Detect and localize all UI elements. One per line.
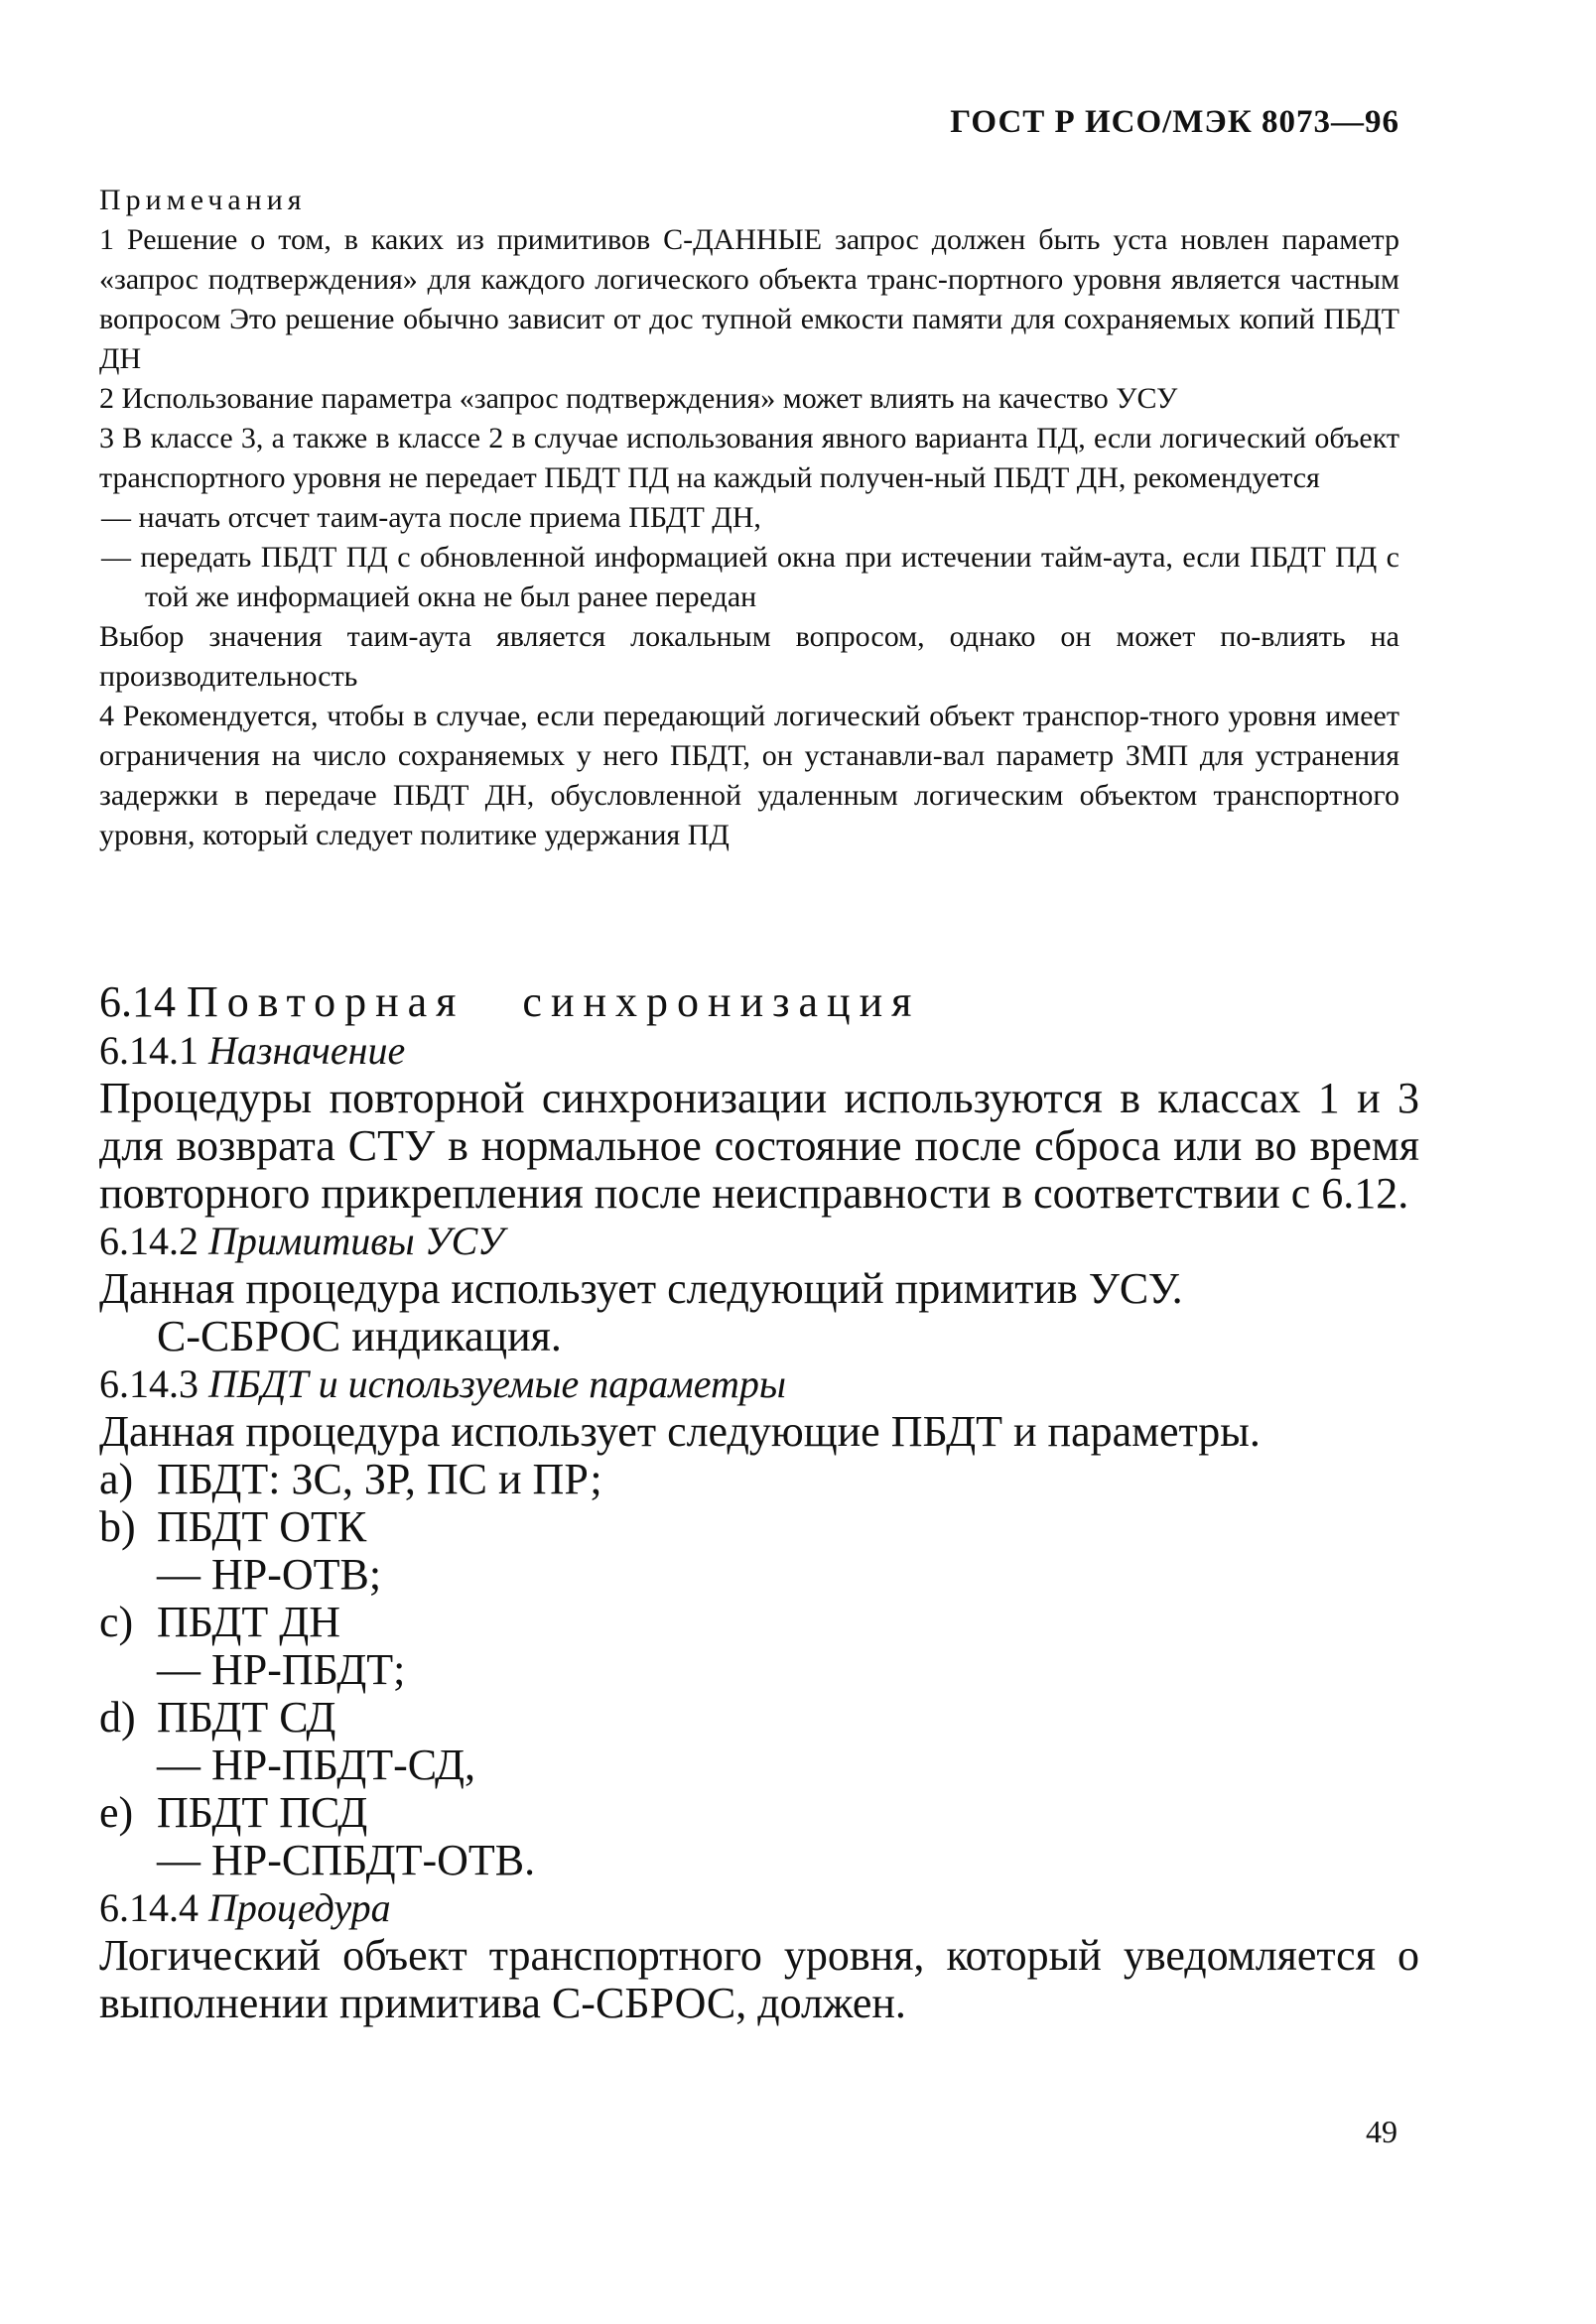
list-item-label: b) (99, 1502, 136, 1551)
list-item-a (99, 1456, 1419, 1503)
list-item-d-sub: — НР-ПБДТ-СД, (157, 1741, 475, 1789)
list-item-text: ПБДТ: ЗС, ЗР, ПС и ПР; (157, 1455, 602, 1503)
list-item-d (99, 1694, 1419, 1742)
subsection-title: Назначение (208, 1028, 406, 1073)
section-number: 6.14 (99, 977, 176, 1026)
list-item-c-sub: — НР-ПБДТ; (157, 1645, 406, 1694)
subsection-6-14-2-item: С-СБРОС индикация. (157, 1312, 562, 1360)
subsection-6-14-4-text: Логический объект транспортного уровня, который уведомляется о выполнении примитива С-СБРОС, должен. (99, 1931, 1419, 2027)
subsection-6-14-3-text: Данная процедура использует следующие ПБДТ и параметры. (99, 1407, 1261, 1456)
list-item-label: a) (99, 1455, 134, 1503)
list-item-text: ПБДТ ОТК (157, 1502, 367, 1551)
subsection-6-14-1-heading (99, 1027, 1419, 1075)
list-item-e-sub: — НР-СПБДТ-ОТВ. (157, 1836, 536, 1884)
subsection-number: 6.14.1 (99, 1028, 199, 1073)
notes-title: Примечания (99, 184, 307, 216)
list-item-label: e) (99, 1788, 134, 1837)
note-3-dash-2: — передать ПБДТ ПД с обновленной информацией окна при истечении тайм-аута, если ПБДТ ПД с той же информацией окна не был ранее передан (101, 541, 1399, 613)
subsection-number: 6.14.4 (99, 1885, 199, 1930)
subsection-6-14-3-heading (99, 1360, 1419, 1408)
subsection-6-14-2-text: Данная процедура использует следующий примитив УСУ. (99, 1264, 1183, 1313)
list-item-text: ПБДТ ДН (157, 1598, 341, 1646)
subsection-6-14-4-heading (99, 1884, 1419, 1932)
note-1: 1 Решение о том, в каких из примитивов С-ДАННЫЕ запрос должен быть уста новлен параметр «запрос подтверждения» для каждого логического объекта транс-портного уровня является частным вопросом Это решение обычно зависит от дос тупной емкости памяти для сохраняемых копий ПБДТ ДН (99, 223, 1399, 375)
list-item-e (99, 1789, 1419, 1837)
subsection-title: Примитивы УСУ (208, 1219, 504, 1263)
list-item-text: ПБДТ СД (157, 1693, 336, 1742)
notes-block (99, 181, 1399, 855)
section-6-14 (99, 977, 1419, 2027)
document-code-header: ГОСТ Р ИСО/МЭК 8073—96 (950, 104, 1399, 140)
list-item-c (99, 1599, 1419, 1646)
page-number: 49 (1366, 2114, 1397, 2149)
list-item-text: ПБДТ ПСД (157, 1788, 368, 1837)
list-item-b (99, 1503, 1419, 1551)
section-heading (99, 977, 1419, 1027)
subsection-6-14-1-text: Процедуры повторной синхронизации используются в классах 1 и 3 для возврата СТУ в нормальное состояние после сброса или во время повторного прикрепления после неисправности в соответствии с 6.12. (99, 1074, 1419, 1218)
subsection-number: 6.14.2 (99, 1219, 199, 1263)
list-item-b-sub: — НР-ОТВ; (157, 1550, 382, 1599)
section-title: Повторная синхронизация (187, 977, 921, 1026)
note-4: 4 Рекомендуется, чтобы в случае, если передающий логический объект транспор-тного уровня имеет ограничения на число сохраняемых у него ПБДТ, он устанавли-вал параметр ЗМП для устранения задержки в передаче ПБДТ ДН, обусловленной удаленным логическим объектом транспортного уровня, который следует политике удержания ПД (99, 700, 1399, 851)
note-3-dash-1: — начать отсчет таим-аута после приема ПБДТ ДН, (101, 501, 761, 534)
list-item-label: c) (99, 1598, 134, 1646)
subsection-title: ПБДТ и используемые параметры (208, 1361, 787, 1406)
note-3-tail: Выбор значения таим-аута является локальным вопросом, однако он может по-влиять на производительность (99, 620, 1399, 693)
note-3: 3 В классе 3, а также в классе 2 в случае использования явного варианта ПД, если логический объект транспортного уровня не передает ПБДТ ПД на каждый получен-ный ПБДТ ДН, рекомендуется (99, 422, 1399, 494)
subsection-6-14-2-heading (99, 1218, 1419, 1265)
subsection-number: 6.14.3 (99, 1361, 199, 1406)
subsection-title: Процедура (208, 1885, 391, 1930)
list-item-label: d) (99, 1693, 136, 1742)
note-2: 2 Использование параметра «запрос подтверждения» может влиять на качество УСУ (99, 382, 1178, 415)
